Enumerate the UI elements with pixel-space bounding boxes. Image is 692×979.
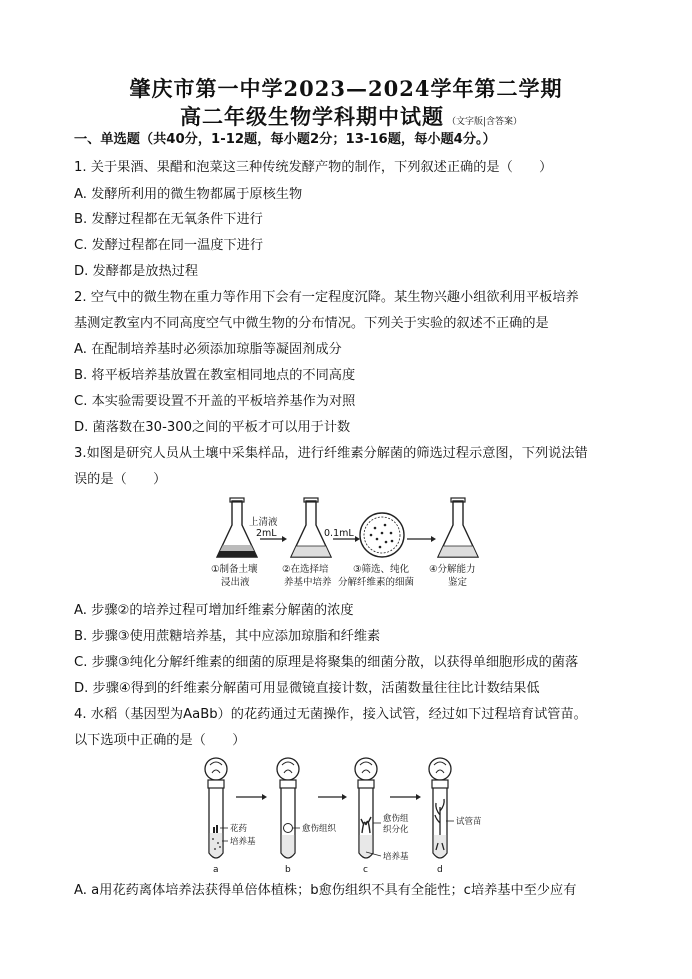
question-1-option-d: D. 发酵都是放热过程 (74, 264, 199, 279)
question-2-option-c: C. 本实验需要设置不开盖的平板培养基作为对照 (74, 394, 356, 409)
step-4-label-line1: ④分解能力 (429, 564, 476, 575)
question-1-option-a: A. 发酵所利用的微生物都属于原核生物 (74, 187, 303, 202)
question-2-stem-line1: 2. 空气中的微生物在重力等作用下会有一定程度沉降。某生物兴趣小组欲利用平板培养 (74, 290, 579, 305)
question-3-option-c: C. 步骤③纯化分解纤维素的细菌的原理是将聚集的细菌分散，以获得单细胞形成的菌落 (74, 655, 579, 670)
step-2-label-line1: ②在选择培 (282, 564, 329, 575)
step-4-label-line2: 鉴定 (448, 577, 468, 588)
test-tube-d (429, 758, 482, 875)
section-heading: 一、单选题（共40分，1-12题，每小题2分；13-16题，每小题4分。） (74, 132, 496, 147)
arrow-2 (324, 528, 360, 542)
question-3-option-a: A. 步骤②的培养过程可增加纤维素分解菌的浓度 (74, 603, 354, 618)
label-seedling: 试管苗 (456, 817, 482, 827)
tube-label-c: c (363, 865, 368, 875)
exam-title-main: 高二年级生物学科期中试题 (180, 104, 444, 129)
arrow-1-label-top: 上清液 (249, 517, 278, 528)
arrow-3 (407, 536, 436, 542)
exam-title-subtitle: （文字版|含答案） (447, 117, 523, 127)
arrow-2-label: 0.1mL (324, 528, 354, 539)
exam-title-line2 (180, 101, 522, 131)
tube-label-a: a (213, 865, 219, 875)
arrow-b-c (318, 794, 347, 800)
exam-title-line1: 肇庆市第一中学2023—2024学年第二学期 (129, 76, 563, 101)
question-4-option-a-line1: A. a用花药离体培养法获得单倍体植株；b愈伤组织不具有全能性；c培养基中至少应有 (74, 883, 577, 898)
anther-culture-figure (190, 755, 510, 875)
label-callus: 愈伤组织 (302, 824, 337, 834)
arrow-c-d (390, 794, 421, 800)
arrow-1 (249, 516, 287, 542)
tube-label-b: b (285, 865, 291, 875)
step-2-label-line2: 养基中培养 (284, 577, 332, 588)
label-anther: 花药 (230, 824, 248, 834)
label-medium-a: 培养基 (230, 837, 256, 847)
step-1-label-line2: 浸出液 (221, 577, 250, 588)
label-medium-c: 培养基 (383, 852, 409, 862)
label-callus-diff-line2: 织分化 (383, 825, 409, 835)
question-2-option-a: A. 在配制培养基时必须添加琼脂等凝固剂成分 (74, 342, 342, 357)
step-3-label-line2: 分解纤维素的细菌 (338, 577, 415, 588)
tube-label-d: d (437, 865, 443, 875)
question-2-option-b: B. 将平板培养基放置在教室相同地点的不同高度 (74, 368, 356, 383)
arrow-1-label-bottom: 2mL (256, 528, 277, 539)
flask-4-identification (438, 498, 478, 557)
question-3-stem-line1: 3.如图是研究人员从土壤中采集样品，进行纤维素分解菌的筛选过程示意图，下列说法错 (74, 446, 588, 461)
step-3-label-line1: ③筛选、纯化 (353, 564, 410, 575)
label-callus-diff-line1: 愈伤组 (383, 814, 409, 824)
question-3-option-b: B. 步骤③使用蔗糖培养基，其中应添加琼脂和纤维素 (74, 629, 381, 644)
question-1-option-b: B. 发酵过程都在无氧条件下进行 (74, 212, 263, 227)
question-2-option-d: D. 菌落数在30-300之间的平板才可以用于计数 (74, 420, 351, 435)
question-4-stem-line2: 以下选项中正确的是（ ） (74, 733, 246, 748)
question-3-stem-line2: 误的是（ ） (74, 472, 167, 487)
test-tube-c (355, 758, 409, 875)
question-1-option-c: C. 发酵过程都在同一温度下进行 (74, 238, 264, 253)
question-1-stem: 1. 关于果酒、果醋和泡菜这三种传统发酵产物的制作，下列叙述正确的是（ ） (74, 160, 553, 175)
test-tube-a (205, 758, 256, 875)
test-tube-b (277, 758, 337, 875)
screening-process-figure (205, 495, 490, 595)
question-2-stem-line2: 基测定教室内不同高度空气中微生物的分布情况。下列关于实验的叙述不正确的是 (74, 316, 549, 331)
arrow-a-b (236, 794, 267, 800)
question-3-option-d: D. 步骤④得到的纤维素分解菌可用显微镜直接计数，活菌数量往往比计数结果低 (74, 681, 540, 696)
question-4-stem-line1: 4. 水稻（基因型为AaBb）的花药通过无菌操作，接入试管，经过如下过程培育试管苗。 (74, 707, 587, 722)
petri-dish (360, 513, 404, 557)
step-1-label-line1: ①制备土壤 (211, 564, 258, 575)
